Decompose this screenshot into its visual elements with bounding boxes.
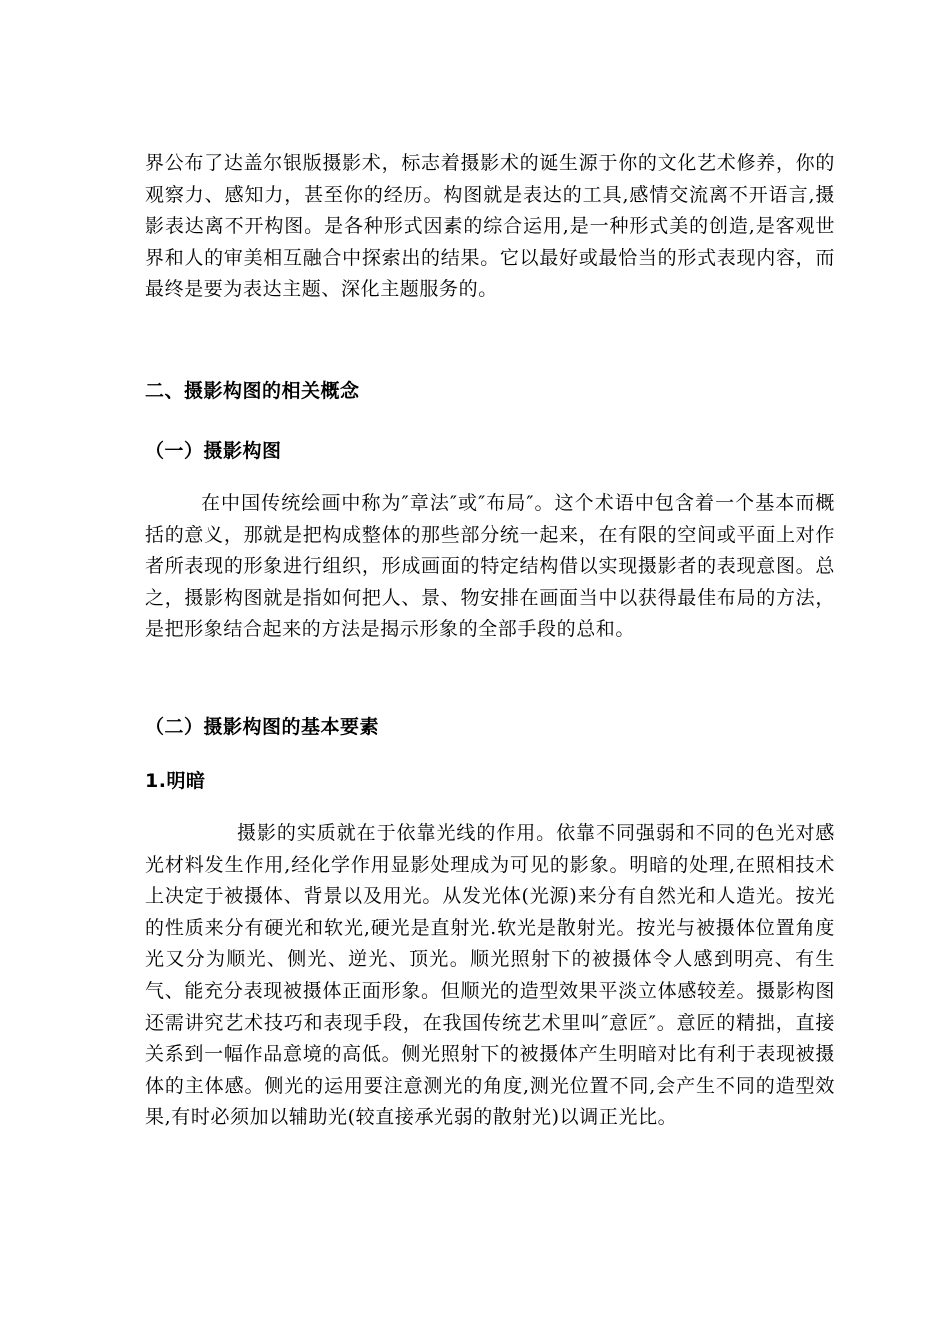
item-heading-light-and-shade: 1.明暗 — [145, 770, 206, 792]
intro-paragraph: 界公布了达盖尔银版摄影术，标志着摄影术的诞生源于你的文化艺术修养，你的观察力、感知力，甚至你的经历。构图就是表达的工具,感情交流离不开语言,摄影表达离不开构图。是各种形式因素的综合运用,是一种形式美的创造,是客观世界和人的审美相互融合中探索出的结果。它以最好或最恰当的形式表现内容，而最终是要为表达主题、深化主题服务的。 — [145, 152, 835, 301]
subsection-heading-composition: （一）摄影构图 — [145, 440, 282, 462]
composition-definition-paragraph: 在中国传统绘画中称为″章法″或″布局″。这个术语中包含着一个基本而概括的意义，那就是把构成整体的那些部分统一起来，在有限的空间或平面上对作者所表现的形象进行组织，形成画面的特定结构借以实现摄影者的表现意图。总之，摄影构图就是指如何把人、景、物安排在画面当中以获得最佳布局的方法，是把形象结合起来的方法是揭示形象的全部手段的总和。 — [145, 492, 835, 641]
light-and-shade-paragraph: 摄影的实质就在于依靠光线的作用。依靠不同强弱和不同的色光对感光材料发生作用,经化学作用显影处理成为可见的影象。明暗的处理,在照相技术上决定于被摄体、背景以及用光。从发光体(光源)来分有自然光和人造光。按光的性质来分有硬光和软光,硬光是直射光.软光是散射光。按光与被摄体位置角度光又分为顺光、侧光、逆光、顶光。顺光照射下的被摄体令人感到明亮、有生气、能充分表现被摄体正面形象。但顺光的造型效果平淡立体感较差。摄影构图还需讲究艺术技巧和表现手段，在我国传统艺术里叫″意匠″。意匠的精拙，直接关系到一幅作品意境的高低。侧光照射下的被摄体产生明暗对比有利于表现被摄体的主体感。侧光的运用要注意测光的角度,测光位置不同,会产生不同的造型效果,有时必须加以辅助光(较直接承光弱的散射光)以调正光比。 — [145, 822, 835, 1129]
section-heading-related-concepts: 二、摄影构图的相关概念 — [145, 380, 360, 402]
subsection-heading-basic-elements: （二）摄影构图的基本要素 — [145, 716, 380, 738]
